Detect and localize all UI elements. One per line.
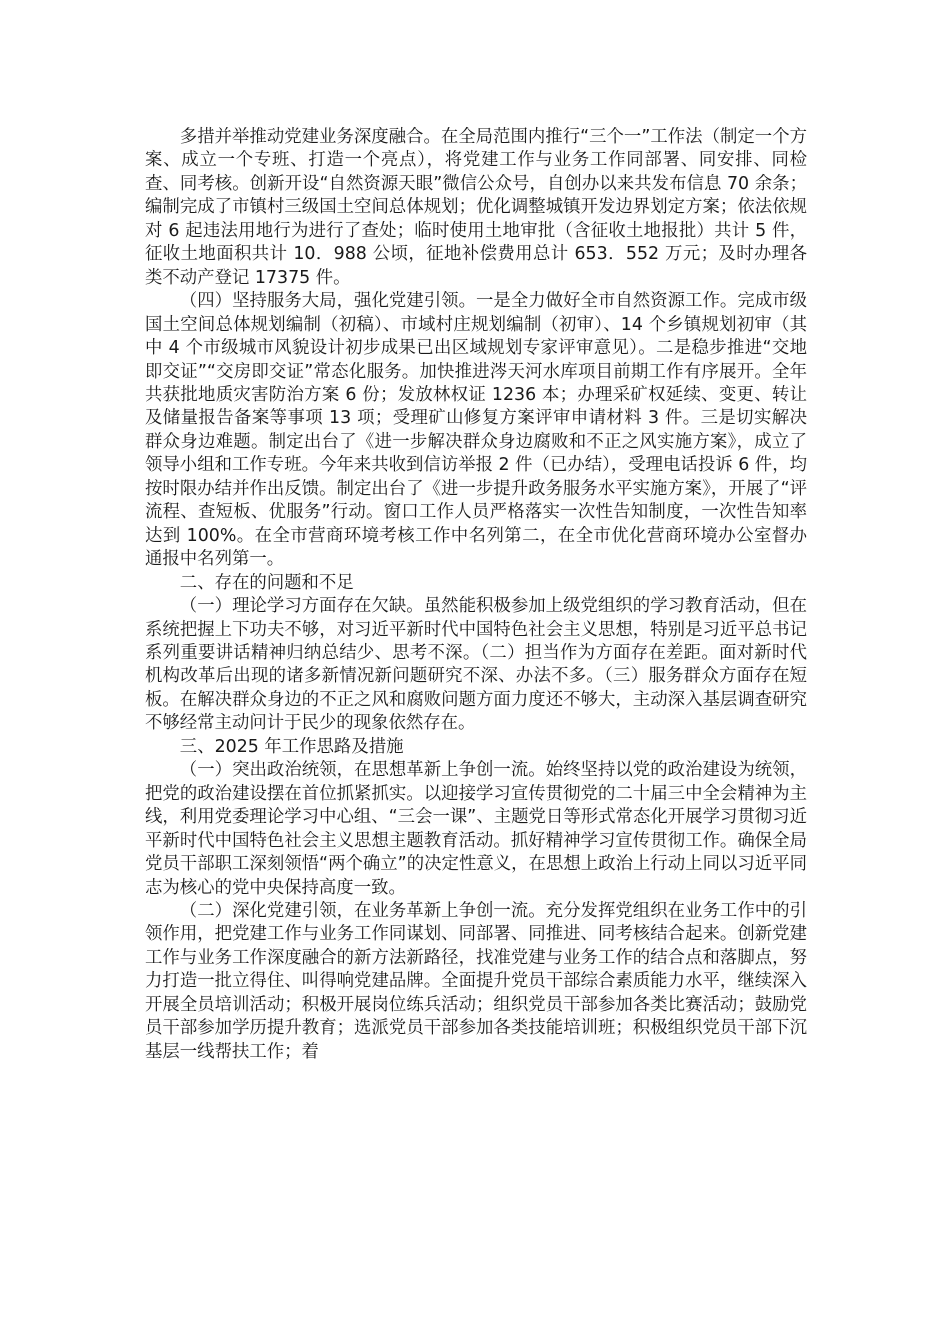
paragraph-plan-two: （二）深化党建引领，在业务革新上争创一流。充分发挥党组织在业务工作中的引领作用，把党建工作与业务工作同谋划、同部署、同推进、同考核结合起来。创新党建工作与业务工作深度融合的新方法新路径，找准党建与业务工作的结合点和落脚点，努力打造一批立得住、叫得响党建品牌。全面提升党员干部综合素质能力水平，继续深入开展全员培训活动；积极开展岗位练兵活动；组织党员干部参加各类比赛活动；鼓励党员干部参加学历提升教育；选派党员干部参加各类技能培训班；积极组织党员干部下沉基层一线帮扶工作；着 (145, 900, 807, 1062)
paragraph-integration: 多措并举推动党建业务深度融合。在全局范围内推行“三个一”工作法（制定一个方案、成立一个专班、打造一个亮点），将党建工作与业务工作同部署、同安排、同检查、同考核。创新开设“自然资源天眼”微信公众号，自创办以来共发布信息 70 余条；编制完成了市镇村三级国土空间总体规划；优化调整城镇开发边界划定方案；依法依规对 6 起违法用地行为进行了查处；临时使用土地审批（含征收土地报批）共计 5 件，征收土地面积共计 10．988 公顷，征地补偿费用总计 653．552 万元；及时办理各类不动产登记 17375 件。 (145, 127, 807, 288)
document-body (145, 126, 807, 1064)
paragraph-plan-one: （一）突出政治统领，在思想革新上争创一流。始终坚持以党的政治建设为统领，把党的政治建设摆在首位抓紧抓实。以迎接学习宣传贯彻党的二十届三中全会精神为主线，利用党委理论学习中心组、“三会一课”、主题党日等形式常态化开展学习贯彻习近平新时代中国特色社会主义思想主题教育活动。抓好精神学习宣传贯彻工作。确保全局党员干部职工深刻领悟“两个确立”的决定性意义，在思想上政治上行动上同以习近平同志为核心的党中央保持高度一致。 (145, 760, 807, 898)
heading-problems: 二、存在的问题和不足 (179, 572, 354, 593)
paragraph-problems: （一）理论学习方面存在欠缺。虽然能积极参加上级党组织的学习教育活动，但在系统把握上下功夫不够，对习近平新时代中国特色社会主义思想，特别是习近平总书记系列重要讲话精神归纳总结少、思考不深。（二）担当作为方面存在差距。面对新时代机构改革后出现的诸多新情况新问题研究不深、办法不多。（三）服务群众方面存在短板。在解决群众身边的不正之风和腐败问题方面力度还不够大，主动深入基层调查研究不够经常主动问计于民少的现象依然存在。 (145, 596, 807, 734)
heading-2025-plan: 三、2025 年工作思路及措施 (179, 736, 404, 757)
paragraph-section-four: （四）坚持服务大局，强化党建引领。一是全力做好全市自然资源工作。完成市级国土空间总体规划编制（初稿）、市域村庄规划编制（初审）、14 个乡镇规划初审（其中 4 个市级城市风貌设计初步成果已出区域规划专家评审意见）。二是稳步推进“交地即交证”“交房即交证”常态化服务。加快推进涔天河水库项目前期工作有序展开。全年共获批地质灾害防治方案 6 份；发放林权证 1236 本；办理采矿权延续、变更、转让及储量报告备案等事项 13 项；受理矿山修复方案评审申请材料 3 件。三是切实解决群众身边难题。制定出台了《进一步解决群众身边腐败和不正之风实施方案》，成立了领导小组和工作专班。今年来共收到信访举报 2 件（已办结），受理电话投诉 6 件，均按时限办结并作出反馈。制定出台了《进一步提升政务服务水平实施方案》，开展了“评流程、查短板、优服务”行动。窗口工作人员严格落实一次性告知制度，一次性告知率达到 100%。在全市营商环境考核工作中名列第二，在全市优化营商环境办公室督办通报中名列第一。 (145, 291, 807, 570)
